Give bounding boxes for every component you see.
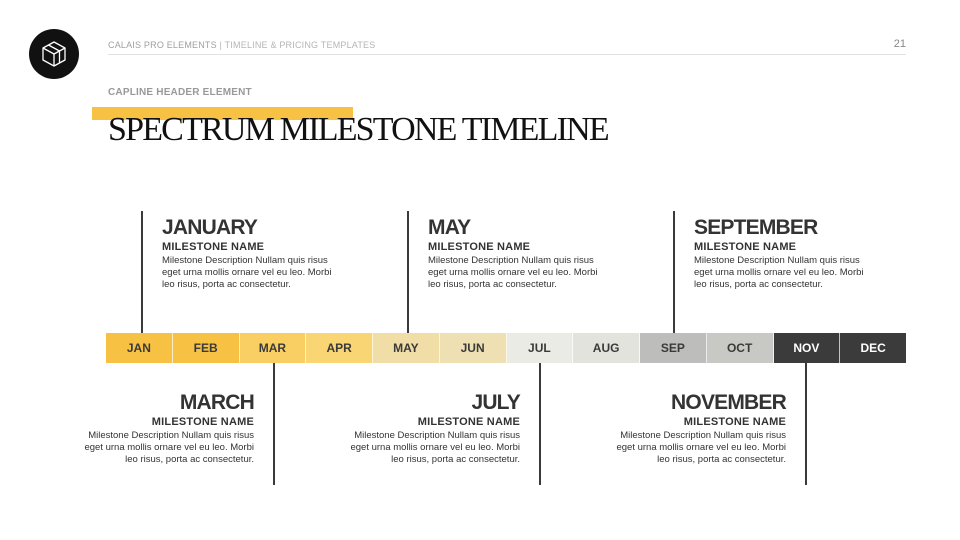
milestone-title: JANUARY (162, 216, 258, 239)
milestone-connector-march (273, 363, 275, 485)
month-cell: SEP (640, 333, 707, 363)
milestone-march (84, 391, 254, 466)
milestone-name: MILESTONE NAME (162, 241, 265, 253)
milestone-name: MILESTONE NAME (683, 416, 786, 428)
milestone-november (616, 391, 786, 466)
month-cell: MAY (373, 333, 440, 363)
header-meta (108, 40, 906, 55)
milestone-title: MAY (428, 216, 471, 239)
brand-subtitle: TIMELINE & PRICING TEMPLATES (224, 40, 376, 50)
milestone-description: Milestone Description Nullam quis risus eget urna mollis ornare vel eu leo. Morbi leo risus, porta ac consectetur. (162, 255, 332, 290)
month-cell: DEC (840, 333, 906, 363)
month-cell: JAN (106, 333, 173, 363)
milestone-title: SEPTEMBER (694, 216, 818, 239)
milestone-connector-november (805, 363, 807, 485)
milestone-september (694, 216, 864, 291)
milestone-name: MILESTONE NAME (417, 416, 520, 428)
milestone-connector-september (673, 211, 675, 333)
capline-header: CAPLINE HEADER ELEMENT (108, 87, 252, 98)
milestone-description: Milestone Description Nullam quis risus eget urna mollis ornare vel eu leo. Morbi leo risus, porta ac consectetur. (694, 255, 864, 290)
milestone-connector-july (539, 363, 541, 485)
month-cell: FEB (173, 333, 240, 363)
month-cell: JUN (440, 333, 507, 363)
brand-line (108, 40, 375, 50)
milestone-connector-may (407, 211, 409, 333)
month-cell: NOV (774, 333, 841, 363)
brand-separator: | (219, 40, 223, 50)
month-cell: OCT (707, 333, 774, 363)
milestone-description: Milestone Description Nullam quis risus eget urna mollis ornare vel eu leo. Morbi leo risus, porta ac consectetur. (428, 255, 598, 290)
month-cell: JUL (507, 333, 574, 363)
milestone-may (428, 216, 598, 291)
milestone-name: MILESTONE NAME (428, 241, 531, 253)
milestone-description: Milestone Description Nullam quis risus eget urna mollis ornare vel eu leo. Morbi leo risus, porta ac consectetur. (616, 430, 786, 465)
milestone-description: Milestone Description Nullam quis risus eget urna mollis ornare vel eu leo. Morbi leo risus, porta ac consectetur. (350, 430, 520, 465)
page-title: SPECTRUM MILESTONE TIMELINE (108, 111, 608, 148)
milestone-july (350, 391, 520, 466)
milestone-title: MARCH (179, 391, 254, 414)
isometric-cube-icon (39, 39, 69, 69)
milestone-january (162, 216, 332, 291)
brand-name: CALAIS PRO ELEMENTS (108, 40, 217, 50)
milestone-title: JULY (471, 391, 520, 414)
milestone-description: Milestone Description Nullam quis risus eget urna mollis ornare vel eu leo. Morbi leo risus, porta ac consectetur. (84, 430, 254, 465)
milestone-title: NOVEMBER (671, 391, 786, 414)
month-cell: MAR (240, 333, 307, 363)
milestone-connector-january (141, 211, 143, 333)
brand-logo (29, 29, 79, 79)
month-timeline-bar (106, 333, 906, 363)
milestone-name: MILESTONE NAME (694, 241, 797, 253)
milestone-name: MILESTONE NAME (151, 416, 254, 428)
page-number: 21 (893, 38, 906, 50)
month-cell: AUG (573, 333, 640, 363)
month-cell: APR (306, 333, 373, 363)
